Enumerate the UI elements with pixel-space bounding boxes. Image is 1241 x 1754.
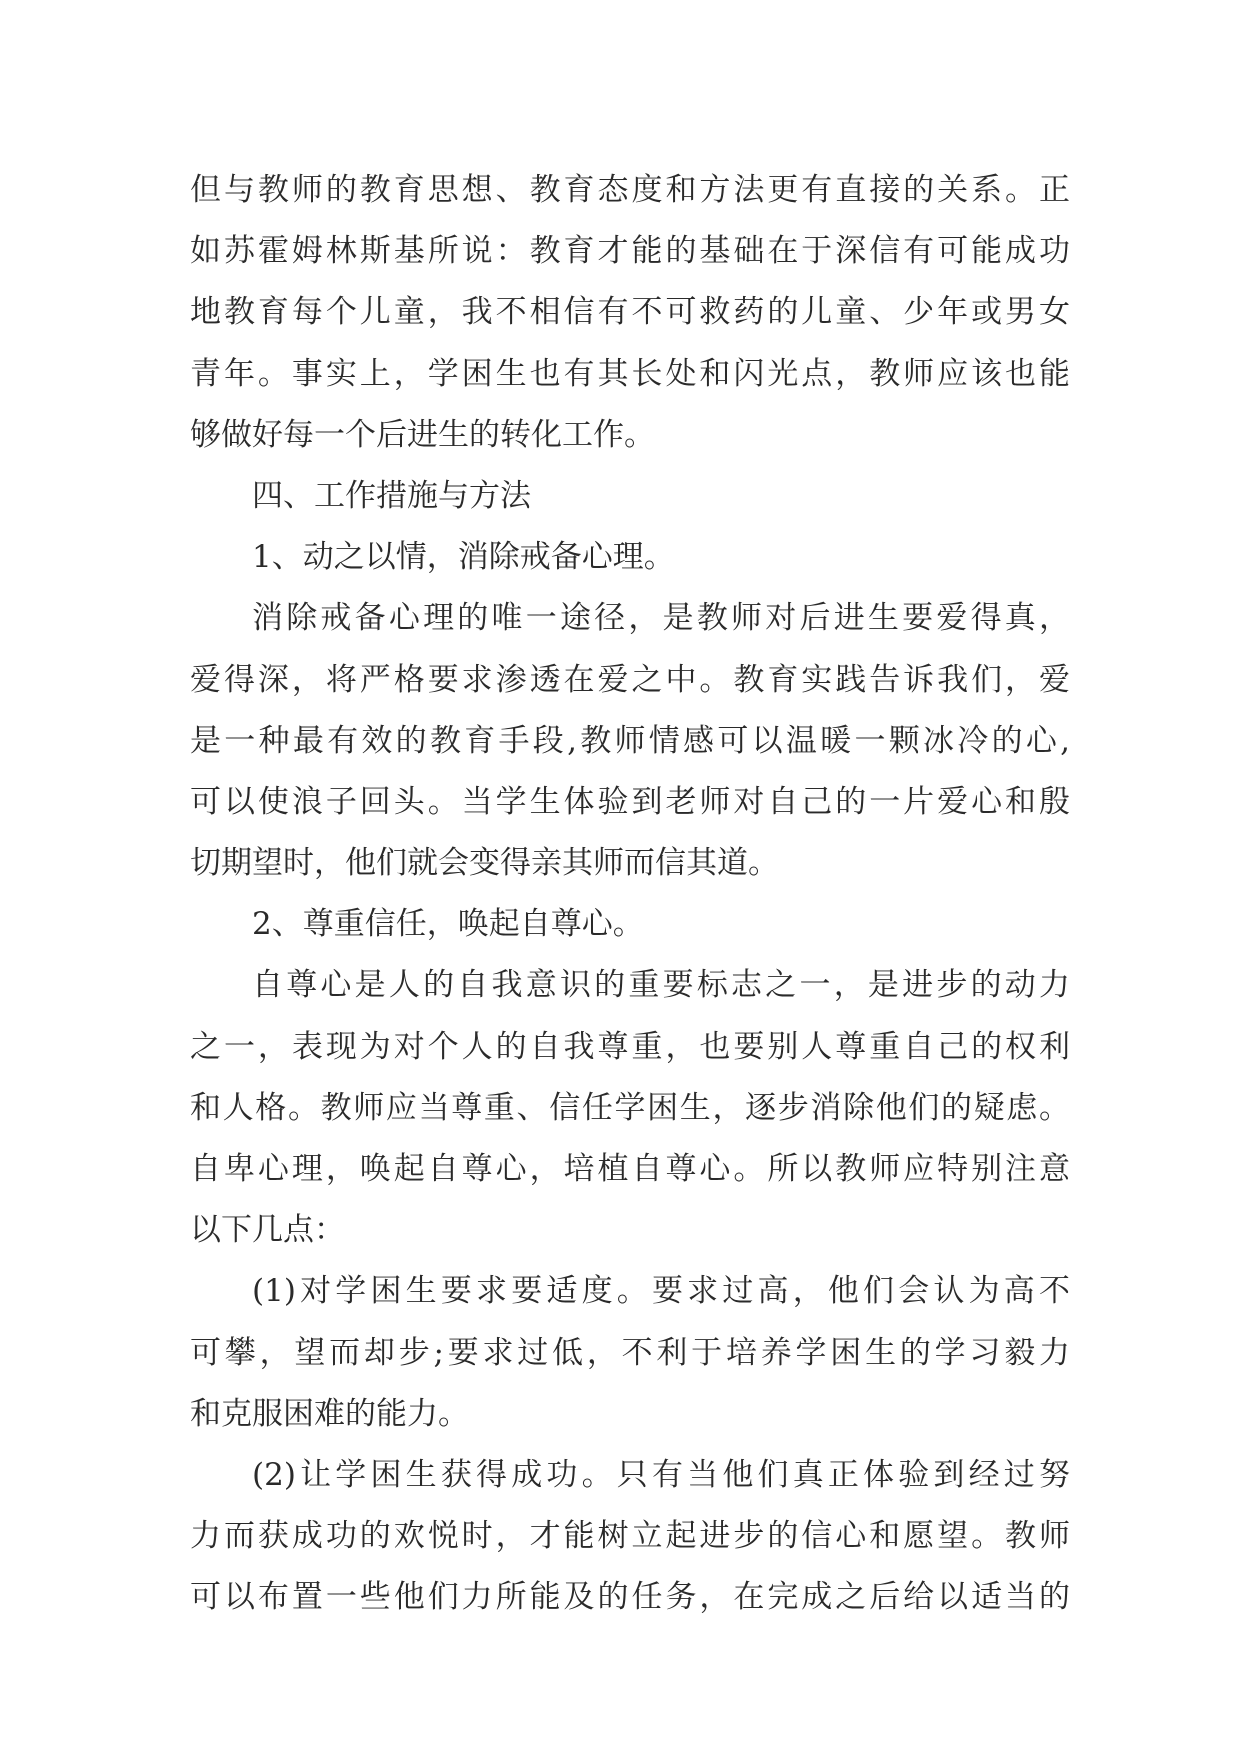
text-line: 自卑心理，唤起自尊心，培植自尊心。所以教师应特别注意 xyxy=(190,1151,1070,1187)
text-line: 力而获成功的欢悦时，才能树立起进步的信心和愿望。教师 xyxy=(190,1518,1070,1555)
text-line: 以下几点： xyxy=(190,1212,345,1249)
text-line: 爱得深，将严格要求渗透在爱之中。教育实践告诉我们，爱 xyxy=(190,661,1070,698)
text-line: 和人格。教师应当尊重、信任学困生，逐步消除他们的疑虑。 xyxy=(190,1089,1070,1126)
text-line: 1、动之以情，消除戒备心理。 xyxy=(252,539,675,576)
text-line: 如苏霍姆林斯基所说：教育才能的基础在于深信有可能成功 xyxy=(190,233,1070,270)
text-line: 可以使浪子回头。当学生体验到老师对自己的一片爱心和殷 xyxy=(190,783,1070,820)
text-line: 青年。事实上，学困生也有其长处和闪光点，教师应该也能 xyxy=(190,355,1070,392)
text-line: 四、工作措施与方法 xyxy=(252,477,531,514)
text-line: 和克服困难的能力。 xyxy=(190,1395,469,1432)
text-line: 切期望时，他们就会变得亲其师而信其道。 xyxy=(190,845,779,882)
text-line: 消除戒备心理的唯一途径，是教师对后进生要爱得真， xyxy=(252,600,1070,637)
text-line: 地教育每个儿童，我不相信有不可救药的儿童、少年或男女 xyxy=(190,294,1070,331)
text-line: 是一种最有效的教育手段,教师情感可以温暖一颗冰冷的心, xyxy=(190,722,1070,759)
text-line: 可攀，望而却步;要求过低，不利于培养学困生的学习毅力 xyxy=(190,1334,1070,1371)
text-line: 自尊心是人的自我意识的重要标志之一，是进步的动力 xyxy=(252,967,1070,1004)
text-line: 之一，表现为对个人的自我尊重，也要别人尊重自己的权利 xyxy=(190,1028,1070,1065)
text-line: 2、尊重信任，唤起自尊心。 xyxy=(252,906,644,943)
text-line: 可以布置一些他们力所能及的任务，在完成之后给以适当的 xyxy=(190,1579,1070,1616)
text-line: 但与教师的教育思想、教育态度和方法更有直接的关系。正 xyxy=(190,172,1070,208)
text-line: (1)对学困生要求要适度。要求过高，他们会认为高不 xyxy=(252,1273,1070,1310)
document-body xyxy=(190,160,1070,1629)
text-line: (2)让学困生获得成功。只有当他们真正体验到经过努 xyxy=(252,1456,1070,1493)
text-line: 够做好每一个后进生的转化工作。 xyxy=(190,416,655,453)
